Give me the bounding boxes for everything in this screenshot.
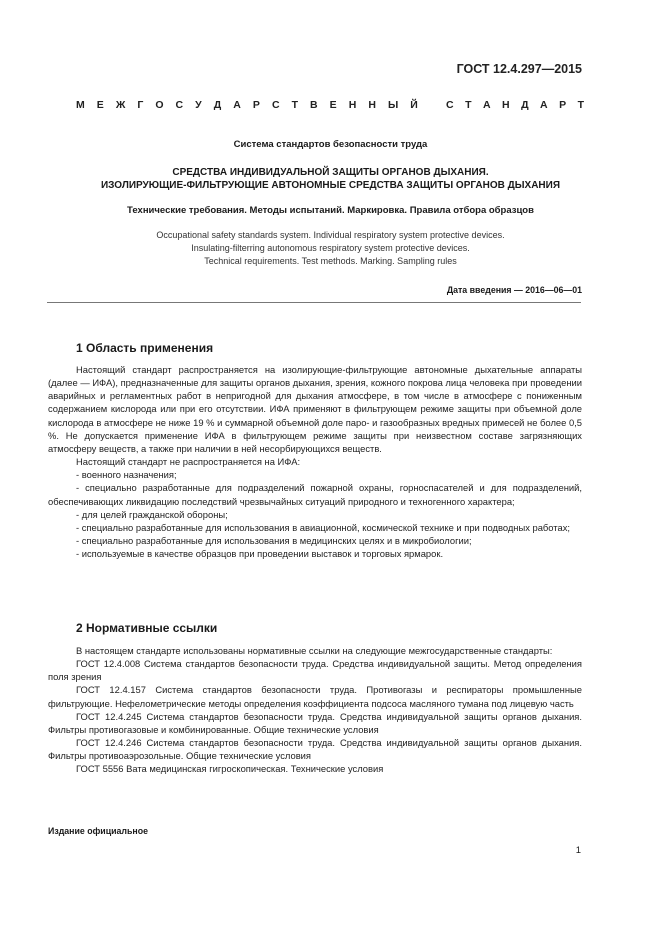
- banner-letter: Н: [368, 99, 376, 111]
- interstate-standard-banner: [76, 99, 584, 111]
- banner-letter: С: [271, 99, 280, 111]
- banner-letter: Т: [465, 99, 472, 111]
- banner-letter: Н: [502, 99, 510, 111]
- list-item: - для целей гражданской обороны;: [76, 508, 228, 520]
- list-item: - военного назначения;: [76, 469, 177, 481]
- banner-letter: Г: [137, 99, 144, 111]
- reference-item: ГОСТ 12.4.157 Система стандартов безопасности труда. Противогазы и респираторы промышленные фильтрующие. Нефелометрические методы определения коэффициента подсоса масляного тумана под лицевую часть: [48, 684, 582, 709]
- reference-item: ГОСТ 12.4.245 Система стандартов безопасности труда. Средства индивидуальной защиты органов дыхания. Фильтры противогазовые и комбинированные. Общие технические условия: [48, 710, 582, 735]
- english-title-line-3: Technical requirements. Test methods. Marking. Sampling rules: [204, 256, 457, 266]
- page-number: 1: [575, 845, 581, 856]
- reference-item: ГОСТ 5556 Вата медицинская гигроскопическая. Технические условия: [76, 763, 384, 775]
- banner-letter: С: [446, 99, 454, 111]
- official-edition-label: Издание официальное: [48, 826, 148, 836]
- header-divider: [47, 302, 581, 303]
- banner-letter: В: [310, 99, 318, 111]
- banner-letter: Ж: [115, 99, 126, 111]
- standards-series-title: Система стандартов безопасности труда: [233, 139, 428, 150]
- section-title: 2 Нормативные ссылки: [76, 621, 218, 635]
- list-item: - специально разработанные для использования в авиационной, космической технике и при подводных работах;: [76, 521, 571, 533]
- english-title: [0, 229, 661, 268]
- banner-letter: Т: [291, 99, 298, 111]
- effective-date: Дата введения — 2016—06—01: [446, 285, 582, 295]
- section-body: [48, 644, 582, 776]
- list-item: - специально разработанные для подразделений пожарной охраны, горноспасателей и для подразделений, обеспечивающих ликвидацию последствий чрезвычайных ситуаций природного и техногенного характера;: [48, 482, 582, 507]
- banner-letter: Е: [96, 99, 104, 111]
- list-item: - специально разработанные для использования в медицинских целях и в микробиологии;: [76, 535, 472, 547]
- section-normative-references: [48, 621, 582, 776]
- paragraph: В настоящем стандарте использованы нормативные ссылки на следующие межгосударственные стандарты:: [76, 645, 553, 656]
- banner-letter: Т: [577, 99, 584, 111]
- banner-letter: С: [175, 99, 184, 111]
- banner-letter: Р: [252, 99, 260, 111]
- banner-letter: Н: [348, 99, 357, 111]
- banner-letter: А: [540, 99, 548, 111]
- banner-word-standard: [446, 99, 584, 111]
- main-title-line-2: ИЗОЛИРУЮЩИЕ-ФИЛЬТРУЮЩИЕ АВТОНОМНЫЕ СРЕДСТВА ЗАЩИТЫ ОРГАНОВ ДЫХАНИЯ: [100, 180, 561, 191]
- section-body: [48, 363, 582, 560]
- standard-number: ГОСТ 12.4.297—2015: [456, 62, 582, 76]
- banner-letter: А: [482, 99, 491, 111]
- reference-item: ГОСТ 12.4.008 Система стандартов безопасности труда. Средства индивидуальной защиты. Метод определения поля зрения: [48, 658, 582, 683]
- list-item: - используемые в качестве образцов при проведении выставок и торговых ярмарок.: [76, 548, 444, 560]
- reference-item: ГОСТ 12.4.246 Система стандартов безопасности труда. Средства индивидуальной защиты органов дыхания. Фильтры противоаэрозольные. Общие технические условия: [48, 737, 582, 762]
- english-title-line-1: Occupational safety standards system. Individual respiratory system protective devices.: [156, 230, 505, 240]
- document-subtitle: Технические требования. Методы испытаний. Маркировка. Правила отбора образцов: [127, 205, 534, 216]
- section-scope: [48, 341, 582, 560]
- banner-word-interstate: [76, 99, 418, 111]
- banner-letter: Р: [559, 99, 567, 111]
- document-main-title: [0, 166, 661, 192]
- banner-letter: У: [195, 99, 202, 111]
- banner-letter: Ы: [387, 99, 399, 111]
- banner-letter: Е: [329, 99, 337, 111]
- banner-letter: Д: [213, 99, 222, 111]
- section-title: 1 Область применения: [76, 341, 214, 355]
- main-title-line-1: СРЕДСТВА ИНДИВИДУАЛЬНОЙ ЗАЩИТЫ ОРГАНОВ ДЫХАНИЯ.: [172, 167, 489, 178]
- paragraph: Настоящий стандарт распространяется на изолирующие-фильтрующие автономные дыхательные аппараты (далее — ИФА), предназначенные для защиты органов дыхания, зрения, кожного покрова лица человека при проведении аварийных и регламентных работ в непригодной для дыхания атмосфере, в том числе в атмосфере с пониженным содержанием кислорода или при его отсутствии. ИФА применяют в фильтрующем режиме защиты при объемной доле кислорода в атмосфере не ниже 19 % и суммарной объемной доле паро- и газообразных вредных примесей не более 0,5 %. Не допускается применение ИФА в фильтрующем режиме защиты при неизвестном составе загрязняющих атмосферу веществ, а также при наличии в ней несорбирующихся веществ.: [48, 364, 582, 454]
- english-title-line-2: Insulating-filterring autonomous respiratory system protective devices.: [191, 243, 470, 253]
- banner-letter: А: [233, 99, 241, 111]
- banner-letter: О: [155, 99, 164, 111]
- banner-letter: Й: [410, 99, 418, 111]
- banner-letter: М: [76, 99, 85, 111]
- banner-letter: Д: [521, 99, 529, 111]
- paragraph: Настоящий стандарт не распространяется на ИФА:: [76, 456, 301, 468]
